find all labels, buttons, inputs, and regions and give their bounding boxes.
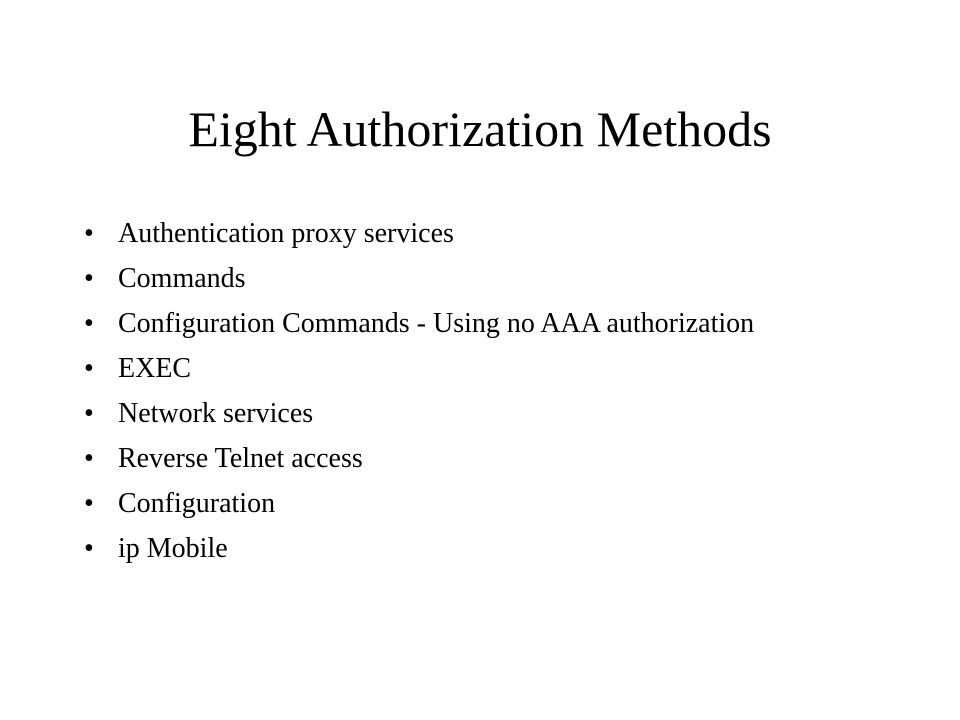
- list-item-text: Reverse Telnet access: [118, 443, 363, 474]
- list-item: [84, 218, 904, 250]
- list-item: [84, 308, 904, 340]
- list-item-text: Configuration Commands - Using no AAA authorization: [118, 308, 755, 339]
- bullet-icon: •: [84, 443, 94, 474]
- list-item-text: Configuration: [118, 488, 276, 519]
- bullet-icon: •: [84, 263, 94, 294]
- bullet-icon: •: [84, 308, 94, 339]
- list-item: [84, 398, 904, 430]
- bullet-icon: •: [84, 398, 94, 429]
- list-item: [84, 488, 904, 520]
- list-item: [84, 263, 904, 295]
- bullet-icon: •: [84, 533, 94, 564]
- list-item-text: EXEC: [118, 353, 192, 384]
- bullet-icon: •: [84, 488, 94, 519]
- bullet-icon: •: [84, 353, 94, 384]
- list-item-text: ip Mobile: [118, 533, 228, 564]
- bullet-icon: •: [84, 218, 94, 249]
- list-item-text: Commands: [118, 263, 246, 294]
- bullet-list: [84, 218, 904, 578]
- list-item: [84, 533, 904, 565]
- slide-title: Eight Authorization Methods: [188, 101, 772, 157]
- list-item: [84, 353, 904, 385]
- list-item: [84, 443, 904, 475]
- list-item-text: Network services: [118, 398, 314, 429]
- list-item-text: Authentication proxy services: [118, 218, 454, 249]
